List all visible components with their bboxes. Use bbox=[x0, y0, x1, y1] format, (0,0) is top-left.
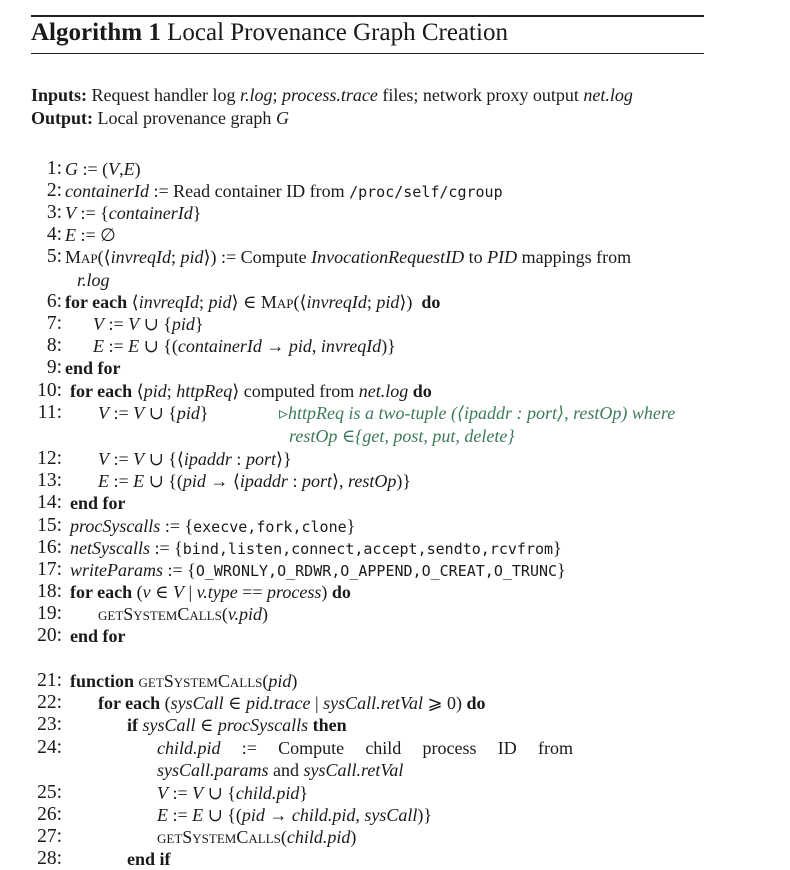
code-line: netSyscalls := {bind,listen,connect,accept,sendto,rcvfrom} bbox=[70, 538, 562, 558]
line-number: 1: bbox=[46, 158, 62, 179]
line-number: 16: bbox=[37, 537, 62, 558]
line-number: 26: bbox=[37, 804, 62, 825]
line-number: 27: bbox=[37, 826, 62, 847]
code-line: V := {containerId} bbox=[65, 203, 202, 223]
code-line: if sysCall ∈ procSyscalls then bbox=[127, 715, 347, 735]
code-line-continued: r.log bbox=[77, 270, 110, 290]
code-line: E := E ∪ {(pid → ⟨ipaddr : port⟩, restOp)} bbox=[98, 471, 411, 491]
algorithm-label: Algorithm 1 bbox=[31, 19, 161, 46]
line-number: 9: bbox=[46, 357, 62, 378]
line-number: 12: bbox=[37, 448, 62, 469]
code-line-continued: sysCall.params and sysCall.retVal bbox=[157, 760, 404, 780]
code-line: child.pid := Compute child process ID from bbox=[157, 738, 573, 758]
line-number: 19: bbox=[37, 603, 62, 624]
line-number: 13: bbox=[37, 470, 62, 491]
code-line: getSystemCalls(child.pid) bbox=[157, 827, 357, 847]
line-number: 7: bbox=[46, 313, 62, 334]
code-line: end for bbox=[70, 493, 126, 513]
algorithm-title bbox=[31, 19, 508, 47]
code-line: E := E ∪ {(containerId → pid, invreqId)} bbox=[93, 336, 396, 356]
line-number: 3: bbox=[46, 202, 62, 223]
title-rule bbox=[31, 53, 704, 54]
code-line: Map(⟨invreqId; pid⟩) := Compute InvocationRequestID to PID mappings from bbox=[65, 247, 632, 267]
line-number: 21: bbox=[37, 670, 62, 691]
code-line: end if bbox=[127, 849, 171, 869]
line-number: 10: bbox=[37, 380, 62, 401]
line-number: 28: bbox=[37, 848, 62, 869]
code-line: end for bbox=[70, 626, 126, 646]
code-line: G := (V,E) bbox=[65, 159, 141, 179]
output-line: Output: Local provenance graph G bbox=[31, 108, 289, 128]
code-line: V := V ∪ {child.pid} bbox=[157, 783, 309, 803]
code-line: V := V ∪ {pid} bbox=[93, 314, 204, 334]
line-number: 25: bbox=[37, 782, 62, 803]
line-number: 2: bbox=[46, 180, 62, 201]
code-line: procSyscalls := {execve,fork,clone} bbox=[70, 516, 356, 536]
comment-line: ▹httpReq is a two-tuple (⟨ipaddr : port⟩, restOp) where bbox=[279, 403, 676, 423]
top-rule bbox=[31, 15, 704, 17]
line-number: 18: bbox=[37, 581, 62, 602]
code-line: V := V ∪ {pid} bbox=[98, 403, 209, 423]
algorithm-caption: Local Provenance Graph Creation bbox=[167, 19, 508, 46]
code-line: E := ∅ bbox=[65, 225, 116, 245]
code-line: containerId := Read container ID from /proc/self/cgroup bbox=[65, 181, 503, 201]
line-number: 8: bbox=[46, 335, 62, 356]
line-number: 11: bbox=[37, 402, 62, 423]
code-line: E := E ∪ {(pid → child.pid, sysCall)} bbox=[157, 805, 433, 825]
line-number: 23: bbox=[37, 714, 62, 735]
code-line: for each ⟨pid; httpReq⟩ computed from net.log do bbox=[70, 381, 432, 401]
line-number: 22: bbox=[37, 692, 62, 713]
code-line: for each (sysCall ∈ pid.trace | sysCall.retVal ⩾ 0) do bbox=[98, 693, 486, 713]
comment-line-continued: restOp ∈{get, post, put, delete} bbox=[289, 426, 515, 446]
code-line: for each (v ∈ V | v.type == process) do bbox=[70, 582, 351, 602]
code-line: writeParams := {O_WRONLY,O_RDWR,O_APPEND,O_CREAT,O_TRUNC} bbox=[70, 560, 566, 580]
line-number: 20: bbox=[37, 625, 62, 646]
code-line: for each ⟨invreqId; pid⟩ ∈ Map(⟨invreqId; pid⟩) do bbox=[65, 292, 441, 312]
line-number: 24: bbox=[37, 737, 62, 758]
line-number: 14: bbox=[37, 492, 62, 513]
line-number: 4: bbox=[46, 224, 62, 245]
line-number: 15: bbox=[37, 515, 62, 536]
line-number: 6: bbox=[46, 291, 62, 312]
line-number: 17: bbox=[37, 559, 62, 580]
line-number: 5: bbox=[46, 246, 62, 267]
code-line: getSystemCalls(v.pid) bbox=[98, 604, 269, 624]
code-line: function getSystemCalls(pid) bbox=[70, 671, 298, 691]
inputs-line: Inputs: Request handler log r.log; process.trace files; network proxy output net.log bbox=[31, 85, 633, 105]
code-line: V := V ∪ {⟨ipaddr : port⟩} bbox=[98, 449, 292, 469]
code-line: end for bbox=[65, 358, 121, 378]
